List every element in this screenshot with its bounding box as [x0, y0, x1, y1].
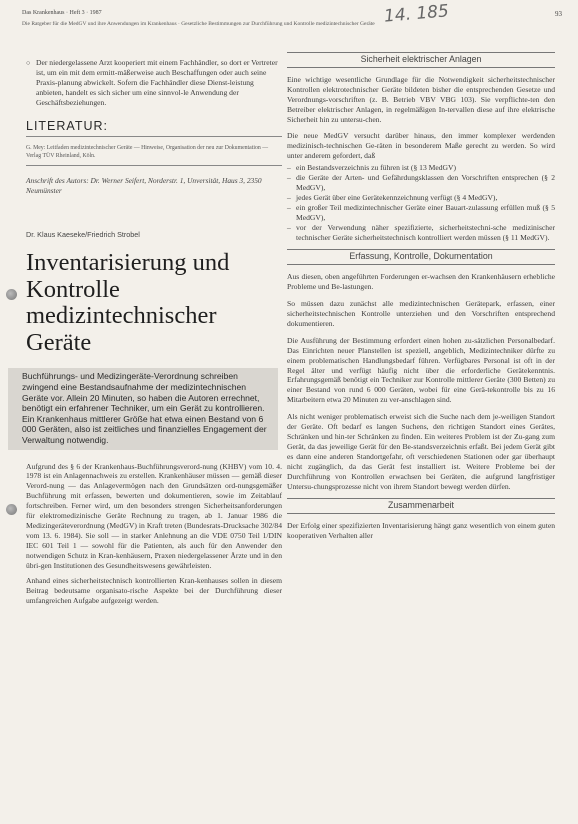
- right-column: [287, 52, 555, 541]
- literature-heading: LITERATUR:: [26, 118, 108, 133]
- list-item: – ein großer Teil medizintechnischer Geräte einer Bauart-zulassung erfüllen muß (§ 5 MedGV),: [287, 203, 555, 223]
- section-heading: Erfassung, Kontrolle, Dokumentation: [287, 249, 555, 265]
- body-paragraph: Anhand eines sicherheitstechnisch kontrollierten Kran-kenhauses sollen in diesem Beitrag bedeutsame organisato-rische Aspekte bei der Durchführung dieser umfangreichen Aufgabe aufgezeigt werden.: [26, 576, 282, 606]
- list-item: – vor der Verwendung näher spezifizierte, sicherheitstechni-sche medizinischer technischer Geräte sicherheitstechnisch kontrolliert werden müssen (§ 11 MedGV).: [287, 223, 555, 243]
- intro-text: Der niedergelassene Arzt kooperiert mit einem Fachhändler, so dort er Vertreter ist, um ein mit dem ermitt-mäßerweise auch Beschaffungen oder auch seine Praxis-planung abwickelt. Sofern die Fachhändler diese Dienst-leistung anbieten, handelt es sich sicher um eine sinnvol-le Anwendung der Geschäftsbeziehungen.: [36, 58, 278, 107]
- section-heading: Zusammenarbeit: [287, 498, 555, 514]
- literature-text: G. Mey: Leitfaden medizintechnischer Geräte — Hinweise, Organisation der neu zur Dokumentation — Verlag TÜV Rheinland, Köln.: [26, 145, 268, 159]
- body-paragraph: Die Ausführung der Bestimmung erfordert einen hohen zu-sätzlichen Personalbedarf. Das Einrichten neuer Planstellen ist speziell, angeblich, Medizintechniker dürfte zu einem problematischen Handlungsbedarf führen. Verfügbares Personal ist oft in der Regel älter und verfügt häufig nicht über die erforderliche Gerätekenntnis. Erfahrungsgemäß benötigt ein Techniker zur Kontrolle mittlerer Geräte (300 Betten) zu einer Bestand von rund 6 000 Geräten, wobei für eine Gerä-tekontrolle bis zu 16 Mitarbeitern etwa 20 Minuten zu ver-anschlagen sind.: [287, 335, 555, 405]
- journal-name: Das Krankenhaus · Heft 3 · 1987: [22, 10, 102, 16]
- bullet-icon: ○: [26, 59, 31, 67]
- article-title: Inventarisierung und Kontrolle medizintechnischer Geräte: [26, 249, 230, 356]
- divider: [26, 136, 282, 137]
- body-paragraph: Der Erfolg einer spezifizierten Inventarisierung hängt ganz wesentlich von einem guten kooperativen Verhalten aller: [287, 521, 555, 541]
- left-column: [22, 58, 282, 606]
- divider: [26, 165, 282, 166]
- hole-punch-mark: [6, 504, 17, 515]
- body-paragraph: Die neue MedGV versucht darüber hinaus, den immer komplexer werdenden medizinisch-technischen Ge-räten in besonderem Maße gerecht zu werden. So wird unter anderem gefordert, daß: [287, 131, 555, 161]
- intro-paragraph: [26, 58, 282, 108]
- list-item: – ein Bestandsverzeichnis zu führen ist (§ 13 MedGV): [287, 163, 555, 173]
- handwritten-note: 14. 185: [383, 1, 450, 27]
- body-paragraph: Aus diesen, oben angeführten Forderungen er-wachsen den Krankenhäusern erhebliche Probleme und Be-lastungen.: [287, 272, 555, 292]
- page-header: [22, 1, 562, 30]
- article-body: [26, 462, 282, 607]
- author-address: Anschrift des Autors: Dr. Werner Seifert, Norderstr. 1, Unversität, Haus 3, 2350 Neumünster: [26, 176, 262, 196]
- requirements-list: [287, 163, 555, 242]
- body-paragraph: Als nicht weniger problematisch erweist sich die Suche nach dem je-weiligen Standort der Geräte. Oft bedarf es langen Suchens, den richtigen Standort eines Gerätes, Schränken und hin-ter Schränken zu finden. Ein weiteres Problem ist der Zu-gang zum Gerät, da das jeweilige Gerät für den Be-standsverzeichnis erfaßt. Bei jedem Gerät gibt es dann eine anderen Standortgefahr, oft verschiedenen Stationen oder gar überhaupt nicht zugänglich, da das Gerät fest installiert ist. Weitere Probleme bei der Durchführung von Kontrollen erwachsen bei Geräten, die aufgrund langfristiger Untersu-chungsprozesse nicht von ihrem Standort bewegt werden dürfen.: [287, 412, 555, 491]
- body-paragraph: Aufgrund des § 6 der Krankenhaus-Buchführungsverord-nung (KHBV) vom 10. 4. 1978 ist ein Anlagennachweis zu erstellen. Krankenhäuser müssen — gemäß dieser Verord-nung — das Anlagevermögen nach den Grundsätzen ord-nungsgemäßer Buchführung mit erfassen, bewerten und dokumentieren, sowie im Zeitablauf fortschreiben. Ferner wird, um den besonders strengen Sicherheitsanforderungen für elektromedizinische Geräte Rechnung zu tragen, ab 1. Januar 1986 die Medizingeräteverordnung (MedGV) in Kraft treten (Bundesrats-Drucksache 302/84 vom 13. 6. 1984). Sie soll — in starker Anlehnung an die VDE 0750 Teil 1/DIN IEC 601 Teil 1 — sowohl für die Patienten, als auch für den Anwender den notwendigen Schutz in Kran-kenhäusern, Praxen niedergelassener Ärzte und in den übri-gen Institutionen des Gesundheitswesens gewährleisten.: [26, 461, 282, 570]
- body-paragraph: So müssen dazu zunächst alle medizintechnischen Gerätepark, erfassen, einer sicherheitstechnischen Kontrolle unterziehen und den Vorschriften entsprechend dokumentieren.: [287, 299, 555, 328]
- list-item: – die Geräte der Arten- und Gefährdungsklassen den Vorschriften entsprechen (§ 2 MedGV),: [287, 173, 555, 193]
- author-line: Dr. Klaus Kaeseke/Friedrich Strobel: [26, 230, 140, 240]
- hole-punch-mark: [6, 289, 17, 300]
- lead-box: Buchführungs- und Medizingeräte-Verordnung schreiben zwingend eine Bestandsaufnahme der medizintechnischen Geräte vor. Allein 20 Minuten, so haben die Autoren errechnet, benötigt ein erfahrener Techniker, um ein Gerät zu kontrollieren. Ein Krankenhaus mittlerer Größe hat etwa einen Bestand von 6 000 Geräten, also ist zeitliches und finanzielles Engagement der Verwaltung notwendig.: [8, 368, 278, 449]
- page-number-value: 93: [555, 10, 562, 18]
- section-heading: Sicherheit elektrischer Anlagen: [287, 52, 555, 68]
- header-subline: Die Ratgeber für die MedGV und ihre Anwendungen im Krankenhaus · Gesetzliche Bestimmungen zur Durchführung und Kontrolle medizintechnischer Geräte: [22, 21, 375, 27]
- body-paragraph: Eine wichtige wesentliche Grundlage für die Notwendigkeit sicherheitstechnischer Kontrollen elektrotechnischer Geräte bildeten bisher die entsprechenden Gesetze und Verordnungs-vorschriften (z. B. Betrieb VBV VBG 103). Sie verpflichte-ten den Betreiber elektrischer Anlagen, in regelmäßigen In-tervallen diese auf ihre elektrische Sicherheit hin zu untersu-chen.: [287, 74, 555, 124]
- list-item: – jedes Gerät über eine Gerätekennzeichnung verfügt (§ 4 MedGV),: [287, 193, 555, 203]
